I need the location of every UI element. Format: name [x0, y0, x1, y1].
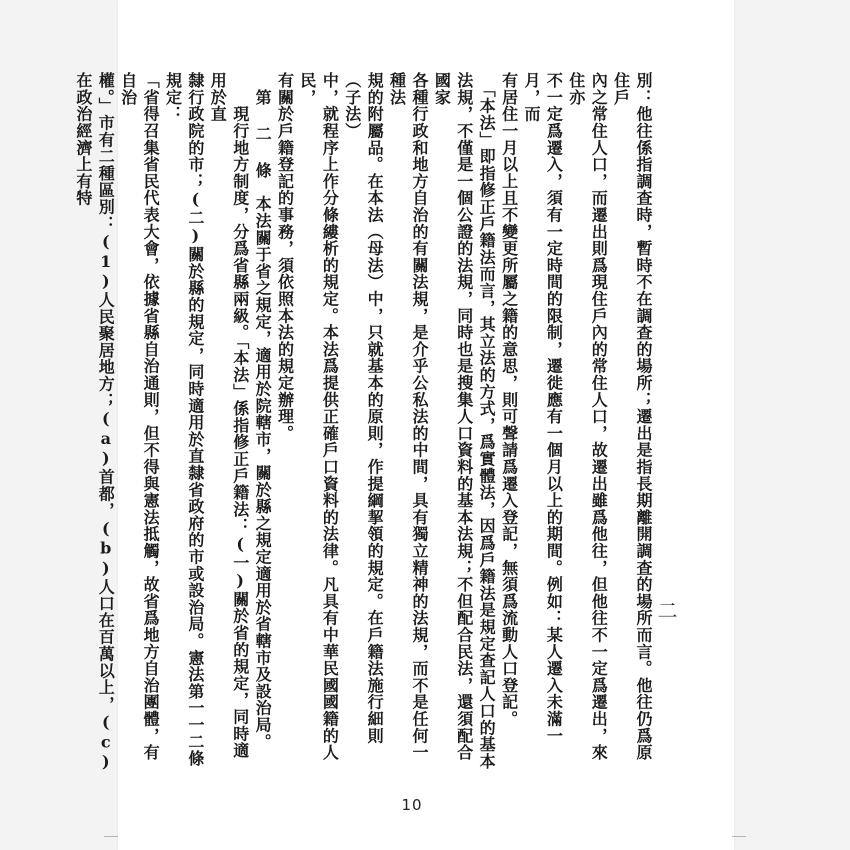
crop-mark	[732, 836, 746, 837]
article-text: 本法關于省之規定，適用於院轄市，關於縣之規定適用於省轄市及設治局。	[253, 195, 273, 751]
text-line: 權。」市有二種區別：(1)人民聚居地方；(a)首都，(b)人口在百萬以上，(c)在政治經濟上有特	[73, 72, 116, 772]
crop-mark	[104, 836, 118, 837]
text-line: 各種行政和地方自治的有關法規，是介乎公私法的中間，具有獨立精神的法規，而不是任何一種法	[387, 72, 429, 761]
text-line: 別：他往係指調查時，暫時不在調查的場所；遷出是指長期離開調查的場所而言。他往仍爲原住戶	[611, 72, 653, 761]
article-heading	[251, 72, 273, 772]
text-line: 隸行政院的市；(二)關於縣的規定，同時適用於直隸省政府的市或設治局。憲法第一一二條規定：	[163, 72, 205, 767]
text-line: 不一定爲遷入，須有一定時間的限制，遷徙應有一個月以上的期間。例如：某人遷入未滿一月，而	[521, 72, 564, 744]
text-line: 內之常住人口，而遷出則爲現住戶內的常住人口，故遷出雖爲他往，但他往不一定爲遷出，來住亦	[566, 72, 609, 761]
page-number: 10	[401, 796, 423, 814]
text-line: 「本法」即指修正戶籍法而言，其立法的方式，爲實體法，因爲戶籍法是規定查記人口的基本	[477, 88, 497, 770]
text-line: 有關於戶籍登記的事務，須依照本法的規定辦理。	[275, 72, 295, 442]
text-line: 「省得召集省民代表大會，依據省縣自治通則，但不得與憲法抵觸，故省爲地方自治團體，有自治	[118, 72, 161, 761]
text-line: 中，就程序上作分條縷析的規定。本法爲提供正確戶口資料的法律。凡具有中華民國國籍的人民，	[297, 72, 340, 761]
text-line: 現行地方制度，分爲省縣兩級。「本法」係指修正戶籍法：(一)關於省的規定，同時適用於直	[208, 72, 250, 759]
page-marker: 二	[654, 600, 678, 620]
article-label: 第 二 條	[253, 88, 273, 179]
text-line: 法規，不僅是一個公證的法規，同時也是搜集人口資料的基本法規；不但配合民法，還須配合國家	[432, 72, 474, 761]
text-line: 規的附屬品。在本法（母法）中，只就基本的原則，作提綱挈領的規定。在戶籍法施行細則（子法）	[342, 72, 385, 744]
body-text	[73, 72, 654, 772]
text-line: 有居住一月以上且不變更所屬之籍的意思，則可聲請爲遷入登記，無須爲流動人口登記。	[499, 72, 519, 728]
